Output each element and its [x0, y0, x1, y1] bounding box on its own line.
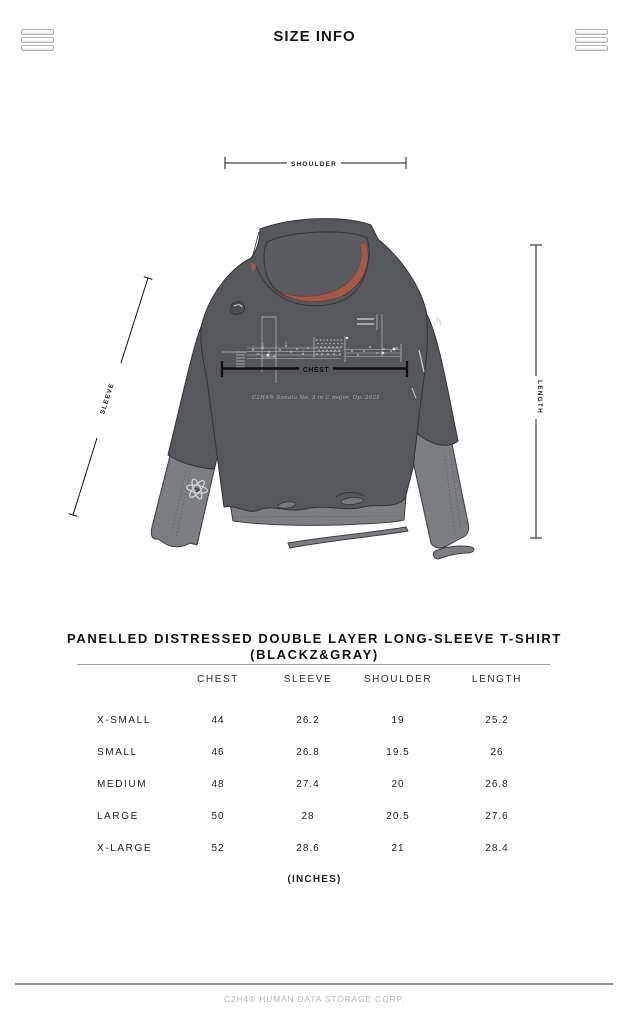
unit-note: (INCHES) [287, 874, 342, 885]
cell-sleeve: 27.4 [296, 779, 320, 790]
footer-divider [15, 983, 613, 985]
cell-sleeve: 26.8 [296, 747, 320, 758]
cell-chest: 44 [211, 715, 225, 726]
column-header-shoulder: SHOULDER [363, 674, 433, 685]
cell-chest: 46 [211, 747, 225, 758]
cell-shoulder: 19.5 [386, 747, 410, 758]
size-label: LARGE [97, 811, 139, 822]
cell-chest: 48 [211, 779, 225, 790]
cell-length: 25.2 [485, 715, 509, 726]
cell-length: 28.4 [485, 843, 509, 854]
print-caption: C2H4® Sonata No. 3 in C major, Op. 2021 [251, 395, 381, 401]
sleeve-dimension-label: SLEEVE [99, 381, 116, 416]
size-label: MEDIUM [97, 779, 148, 790]
cell-length: 26.8 [485, 779, 509, 790]
cell-sleeve: 26.2 [296, 715, 320, 726]
table-row [0, 747, 629, 761]
length-dimension [530, 245, 543, 538]
cell-shoulder: 20 [391, 779, 405, 790]
size-label: X-LARGE [97, 843, 153, 854]
cell-shoulder: 19 [391, 715, 405, 726]
chest-dimension-label: CHEST [302, 366, 330, 374]
sleeve-dimension [69, 277, 153, 517]
page-title: SIZE INFO [273, 28, 356, 45]
table-row [0, 715, 629, 729]
size-table-header [0, 674, 629, 688]
cell-sleeve: 28.6 [296, 843, 320, 854]
shoulder-dimension-label: SHOULDER [290, 161, 338, 168]
table-row [0, 811, 629, 825]
size-label: SMALL [97, 747, 138, 758]
product-title: PANELLED DISTRESSED DOUBLE LAYER LONG-SLEEVE T-SHIRT [67, 631, 562, 646]
title-divider [77, 664, 550, 665]
footer-text: C2H4® HUMAN DATA STORAGE CORP. [224, 994, 405, 1004]
column-header-length: LENGTH [471, 674, 523, 685]
cell-length: 26 [490, 747, 504, 758]
size-label: X-SMALL [97, 715, 151, 726]
column-header-sleeve: SLEEVE [283, 674, 333, 685]
cell-chest: 50 [211, 811, 225, 822]
shoulder-dimension [225, 157, 406, 169]
cell-length: 27.6 [485, 811, 509, 822]
product-colorway: (BLACKZ&GRAY) [250, 647, 379, 662]
cell-shoulder: 20.5 [386, 811, 410, 822]
length-dimension-label: LENGTH [536, 380, 543, 414]
cell-sleeve: 28 [301, 811, 315, 822]
table-row [0, 779, 629, 793]
table-row [0, 843, 629, 857]
cell-chest: 52 [211, 843, 225, 854]
column-header-chest: CHEST [197, 674, 239, 685]
cell-shoulder: 21 [391, 843, 405, 854]
